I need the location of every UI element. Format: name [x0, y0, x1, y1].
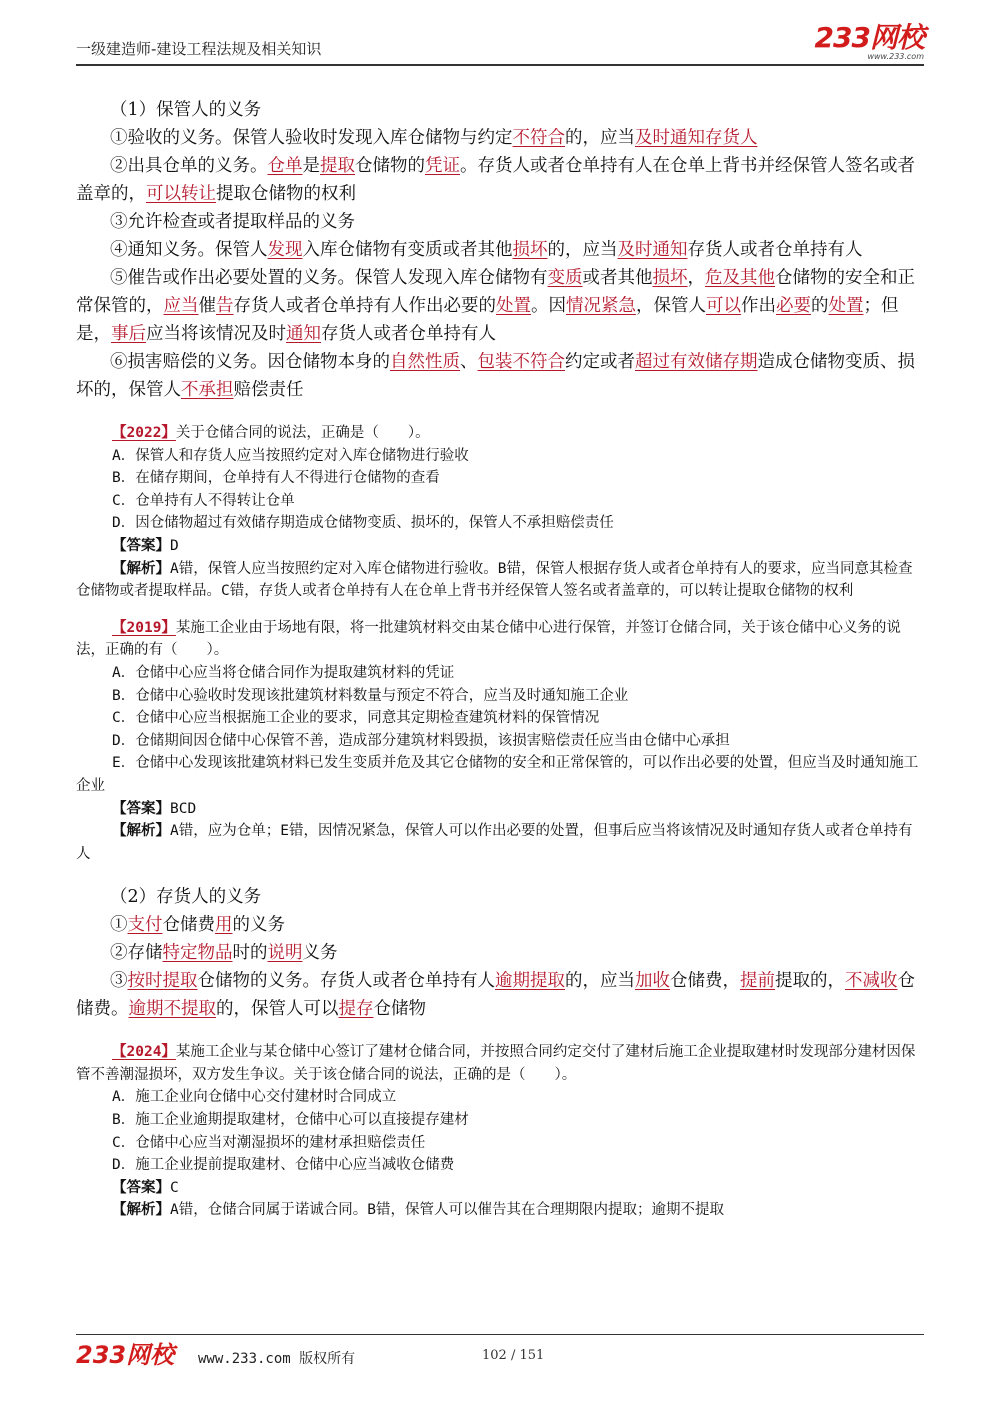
key-term: 提取: [320, 156, 355, 176]
key-term: 告: [216, 296, 234, 316]
key-term: 超过有效储存期: [635, 352, 758, 372]
text: ⑤催告或作出必要处置的义务。保管人发现入库仓储物有: [110, 268, 548, 288]
answer-label: 【答案】: [112, 800, 170, 817]
option-b: B．施工企业逾期提取建材，仓储中心可以直接提存建材: [112, 1112, 469, 1129]
key-term: 说明: [267, 943, 303, 964]
text: ①: [110, 915, 128, 936]
text: 约定或者: [565, 352, 635, 372]
key-term: 及时通知: [617, 240, 688, 260]
key-term: 可以转让: [146, 184, 216, 204]
key-term: 变质: [547, 268, 583, 288]
key-term: 应当: [163, 296, 199, 316]
text: ②存储: [110, 943, 163, 964]
text: 存货人或者仓单持有人作出必要的: [233, 296, 496, 316]
key-term: 支付: [127, 915, 163, 936]
answer-value: C: [170, 1179, 179, 1196]
key-term: 处置: [496, 296, 531, 316]
key-term: 逾期提取: [495, 971, 565, 992]
section2-heading: （2）存货人的义务: [110, 887, 262, 908]
footer-logo: 233网校: [76, 1341, 175, 1369]
key-term: 自然性质: [390, 352, 460, 372]
text: 仓储物的义务。存货人或者仓单持有人: [197, 971, 495, 992]
text: ①验收的义务。保管人验收时发现入库仓储物与约定: [110, 128, 513, 148]
option-b: B．仓储中心验收时发现该批建筑材料数量与预定不符合，应当及时通知施工企业: [112, 687, 629, 704]
text: 是: [302, 156, 320, 176]
key-term: 必要: [776, 296, 811, 316]
text: 仓储费: [162, 915, 215, 936]
text: 、: [460, 352, 478, 372]
analysis-label: 【解析】: [112, 560, 170, 577]
key-term: 发现: [267, 240, 303, 260]
brand-logo: [814, 21, 924, 62]
section2-item-3: [76, 967, 924, 1023]
analysis-label: 【解析】: [112, 1202, 170, 1219]
key-term: 包装不符合: [477, 352, 565, 372]
text: 义务: [302, 943, 338, 964]
key-term: 不符合: [512, 128, 565, 148]
page-content: [76, 96, 924, 1222]
answer: [76, 798, 924, 821]
text: 仓储费。: [76, 971, 915, 1020]
text: 存货人或者仓单持有人: [321, 324, 496, 344]
text: 存货人或者仓单持有人: [687, 240, 863, 260]
text: 。因: [531, 296, 566, 316]
footer-divider: [76, 1334, 924, 1335]
key-term: 事后: [111, 324, 146, 344]
text: 入库仓储物有变质或者其他: [302, 240, 513, 260]
key-term: 用: [215, 915, 233, 936]
text: 催: [198, 296, 216, 316]
stem-text: 某施工企业由于场地有限，将一批建筑材料交由某仓储中心进行保管，并签订仓储合同，关于该仓储中心义务的说法，正确的有（ ）。: [76, 619, 901, 659]
logo-text: 233网校: [814, 21, 924, 54]
text: 的义务: [232, 915, 285, 936]
option-d: D．施工企业提前提取建材、仓储中心应当减收仓储费: [112, 1157, 455, 1174]
option-d: D．因仓储物超过有效储存期造成仓储物变质、损坏的，保管人不承担赔偿责任: [112, 515, 614, 532]
option-c: C．仓储中心应当对潮湿损坏的建材承担赔偿责任: [112, 1134, 426, 1151]
option-a: A．保管人和存货人应当按照约定对入库仓储物进行验收: [112, 447, 469, 464]
option-b: B．在储存期间，仓单持有人不得进行仓储物的查看: [112, 470, 440, 487]
year-tag: 【2022】: [112, 425, 176, 441]
text: ；但是，: [76, 296, 899, 344]
key-term: 仓单: [267, 156, 303, 176]
option-c: C．仓储中心应当根据施工企业的要求，同意其定期检查建筑材料的保管情况: [112, 710, 600, 727]
section1-item-5: [76, 264, 924, 348]
answer: [76, 1177, 924, 1200]
footer-copyright: www.233.com 版权所有: [198, 1351, 356, 1367]
text: 的: [811, 296, 829, 316]
text: 仓储物的安全和正常保管的，: [76, 268, 915, 316]
key-term: 可以: [706, 296, 741, 316]
question-stem: [76, 1041, 924, 1086]
key-term: 凭证: [425, 156, 460, 176]
text: ，保管人: [636, 296, 706, 316]
text: 的，应当: [565, 971, 635, 992]
key-term: 情况紧急: [566, 296, 636, 316]
key-term: 损坏: [512, 240, 548, 260]
page-header: [76, 0, 924, 72]
stem-text: 某施工企业与某仓储中心签订了建材仓储合同，并按照合同约定交付了建材后施工企业提取建材时发现部分建材因保管不善潮湿损坏，双方发生争议。关于该仓储合同的说法，正确的是（ ）。: [76, 1044, 916, 1083]
logo-url: www.233.com: [867, 52, 924, 61]
text: 仓储物的: [355, 156, 425, 176]
key-term: 不减收: [845, 971, 898, 992]
key-term: 危及其他: [705, 268, 775, 288]
section2-item-1: [76, 911, 924, 939]
year-tag: 【2024】: [112, 1044, 176, 1061]
analysis-label: 【解析】: [112, 823, 170, 840]
text: 的，应当: [547, 240, 618, 260]
section1-item-3: ③允许检查或者提取样品的义务: [110, 212, 355, 232]
text: 作出: [741, 296, 776, 316]
key-term: 处置: [828, 296, 864, 316]
stem-text: 关于仓储合同的说法，正确是（ ）。: [175, 425, 430, 441]
section1-item-4: [76, 236, 924, 264]
key-term: 通知: [286, 324, 321, 344]
key-term: 特定物品: [162, 943, 233, 964]
analysis: [76, 820, 924, 865]
answer-value: D: [170, 537, 179, 554]
page-number: 102 / 151: [482, 1348, 545, 1363]
year-tag: 【2019】: [112, 619, 176, 636]
text: ，: [687, 268, 705, 288]
option-e: E．仓储中心发现该批建筑材料已发生变质并危及其它仓储物的安全和正常保管的，可以作出必要的处置，但应当及时通知施工企业: [76, 755, 919, 794]
section1-item-2: [76, 152, 924, 208]
answer-label: 【答案】: [112, 1179, 170, 1196]
question-stem: [76, 422, 924, 445]
text: 赔偿责任: [233, 380, 304, 400]
text: 仓储物: [373, 999, 426, 1020]
text: 。存货人或者仓单持有人在仓单上背书并经保管人签名或者盖章的，: [76, 156, 915, 204]
text: ⑥损害赔偿的义务。因仓储物本身的: [110, 352, 390, 372]
answer: [76, 535, 924, 558]
key-term: 提前: [740, 971, 775, 992]
text: 的，应当: [565, 128, 635, 148]
header-divider: [76, 64, 924, 66]
section1-heading: （1）保管人的义务: [110, 100, 262, 120]
question-2022: [76, 422, 924, 603]
question-2019: [76, 617, 924, 866]
analysis-text: A错，保管人应当按照约定对入库仓储物进行验收。B错，保管人根据存货人或者仓单持有人的要求，应当同意其检查仓储物或者提取样品。C错，存货人或者仓单持有人在仓单上背书并经保管人签名或者盖章的，可以转让提取仓储物的权利: [76, 560, 913, 600]
text: 仓储费，: [670, 971, 740, 992]
option-c: C．仓单持有人不得转让仓单: [112, 492, 295, 509]
question-2024: [76, 1041, 924, 1222]
text: 时的: [232, 943, 268, 964]
analysis-text: A错，应为仓单；E错，因情况紧急，保管人可以作出必要的处置，但事后应当将该情况及时通知存货人或者仓单持有人: [76, 823, 913, 862]
text: 应当将该情况及时: [146, 324, 286, 344]
text: ④通知义务。保管人: [110, 240, 268, 260]
key-term: 按时提取: [127, 971, 198, 992]
answer-label: 【答案】: [112, 537, 170, 554]
text: 提取的，: [775, 971, 845, 992]
option-d: D．仓储期间因仓储中心保管不善，造成部分建筑材料毁损，该损害赔偿责任应当由仓储中心承担: [112, 732, 730, 749]
text: ③: [110, 971, 128, 992]
text: 造成仓储物变质、损坏的，保管人: [76, 352, 915, 400]
analysis: [76, 1199, 924, 1222]
section2-item-2: [76, 939, 924, 967]
key-term: 提存: [338, 999, 374, 1020]
question-stem: [76, 617, 924, 662]
analysis: [76, 558, 924, 603]
text: ②出具仓单的义务。: [110, 156, 268, 176]
page-footer: [76, 1330, 924, 1370]
key-term: 逾期不提取: [128, 999, 216, 1020]
section1-item-6: [76, 348, 924, 404]
option-a: A．仓储中心应当将仓储合同作为提取建筑材料的凭证: [112, 664, 455, 681]
section1-item-1: [76, 124, 924, 152]
text: 或者其他: [582, 268, 653, 288]
text: 的，保管人可以: [216, 999, 339, 1020]
answer-value: BCD: [170, 800, 197, 817]
text: 提取仓储物的权利: [216, 184, 356, 204]
key-term: 不承担: [181, 380, 234, 400]
key-term: 损坏: [652, 268, 688, 288]
key-term: 加收: [635, 971, 670, 992]
key-term: 及时通知存货人: [635, 128, 758, 148]
option-a: A．施工企业向仓储中心交付建材时合同成立: [112, 1089, 397, 1106]
header-title: 一级建造师-建设工程法规及相关知识: [76, 40, 322, 58]
analysis-text: A错，仓储合同属于诺诚合同。B错，保管人可以催告其在合理期限内提取；逾期不提取: [170, 1202, 724, 1219]
